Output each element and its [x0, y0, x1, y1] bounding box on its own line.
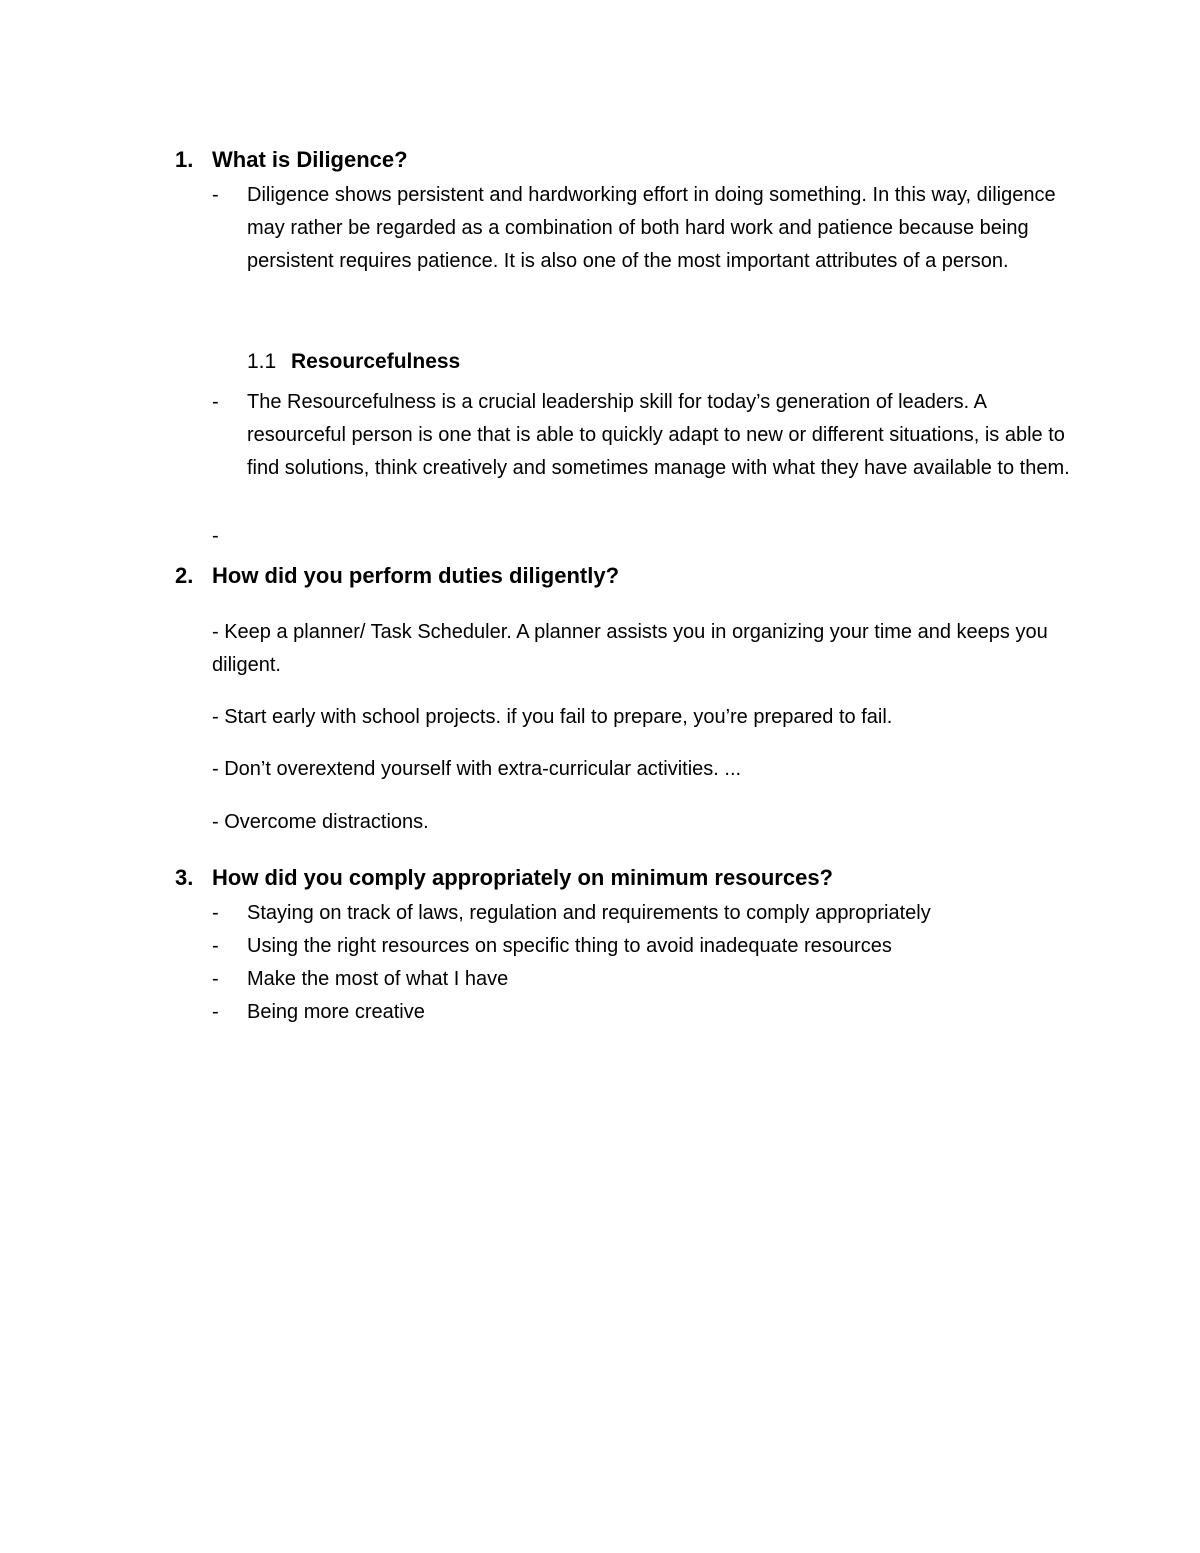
- section-3-bullet-text: Make the most of what I have: [247, 968, 509, 990]
- section-1-bullet-text: Diligence shows persistent and hardworking effort in doing something. In this way, diligence may rather be regarded as a combination of both hard work and patience because being persistent requires patience. It is also one of the most important attributes of a person.: [247, 184, 1056, 272]
- section-3-heading: [175, 863, 833, 893]
- bullet-dash: -: [212, 1001, 219, 1023]
- bullet-dash: -: [212, 968, 219, 990]
- subsection-1-1-bullet: [212, 386, 1072, 485]
- section-3-bullet: [212, 897, 1072, 930]
- section-3-number: 3.: [175, 865, 194, 890]
- section-1-heading: [175, 145, 408, 175]
- section-3-bullet: [212, 930, 1072, 963]
- subsection-1-1-heading: [247, 347, 460, 377]
- subsection-1-1-title: Resourcefulness: [291, 350, 461, 373]
- bullet-dash: -: [212, 184, 219, 206]
- bullet-dash: -: [212, 902, 219, 924]
- section-3-bullet: [212, 963, 1072, 996]
- section-3-bullet-text: Being more creative: [247, 1001, 425, 1023]
- section-3-bullet-text: Staying on track of laws, regulation and requirements to comply appropriately: [247, 902, 931, 924]
- section-3-bullet-text: Using the right resources on specific thing to avoid inadequate resources: [247, 935, 892, 957]
- subsection-1-1-number: 1.1: [247, 350, 277, 373]
- bullet-dash: -: [212, 525, 219, 547]
- bullet-dash: -: [212, 935, 219, 957]
- section-1-bullet: [212, 179, 1072, 278]
- section-2-item: - Overcome distractions.: [212, 811, 429, 833]
- section-1-number: 1.: [175, 147, 194, 172]
- section-2-item: - Keep a planner/ Task Scheduler. A planner assists you in organizing your time and keeps you diligent.: [212, 621, 1048, 676]
- section-2-item: - Don’t overextend yourself with extra-curricular activities. ...: [212, 758, 742, 780]
- section-1-title: What is Diligence?: [212, 147, 408, 172]
- section-3-title: How did you comply appropriately on minimum resources?: [212, 865, 833, 890]
- section-2-number: 2.: [175, 563, 194, 588]
- section-2-heading: [175, 561, 619, 591]
- subsection-1-1-bullet-text: The Resourcefulness is a crucial leadership skill for today’s generation of leaders. A resourceful person is one that is able to quickly adapt to new or different situations, is able to find solutions, think creatively and sometimes manage with what they have available to them.: [247, 391, 1070, 479]
- section-2-title: How did you perform duties diligently?: [212, 563, 620, 588]
- section-3-bullet: [212, 996, 1072, 1029]
- section-2-item: - Start early with school projects. if you fail to prepare, you’re prepared to fail.: [212, 706, 893, 728]
- bullet-dash: -: [212, 391, 219, 413]
